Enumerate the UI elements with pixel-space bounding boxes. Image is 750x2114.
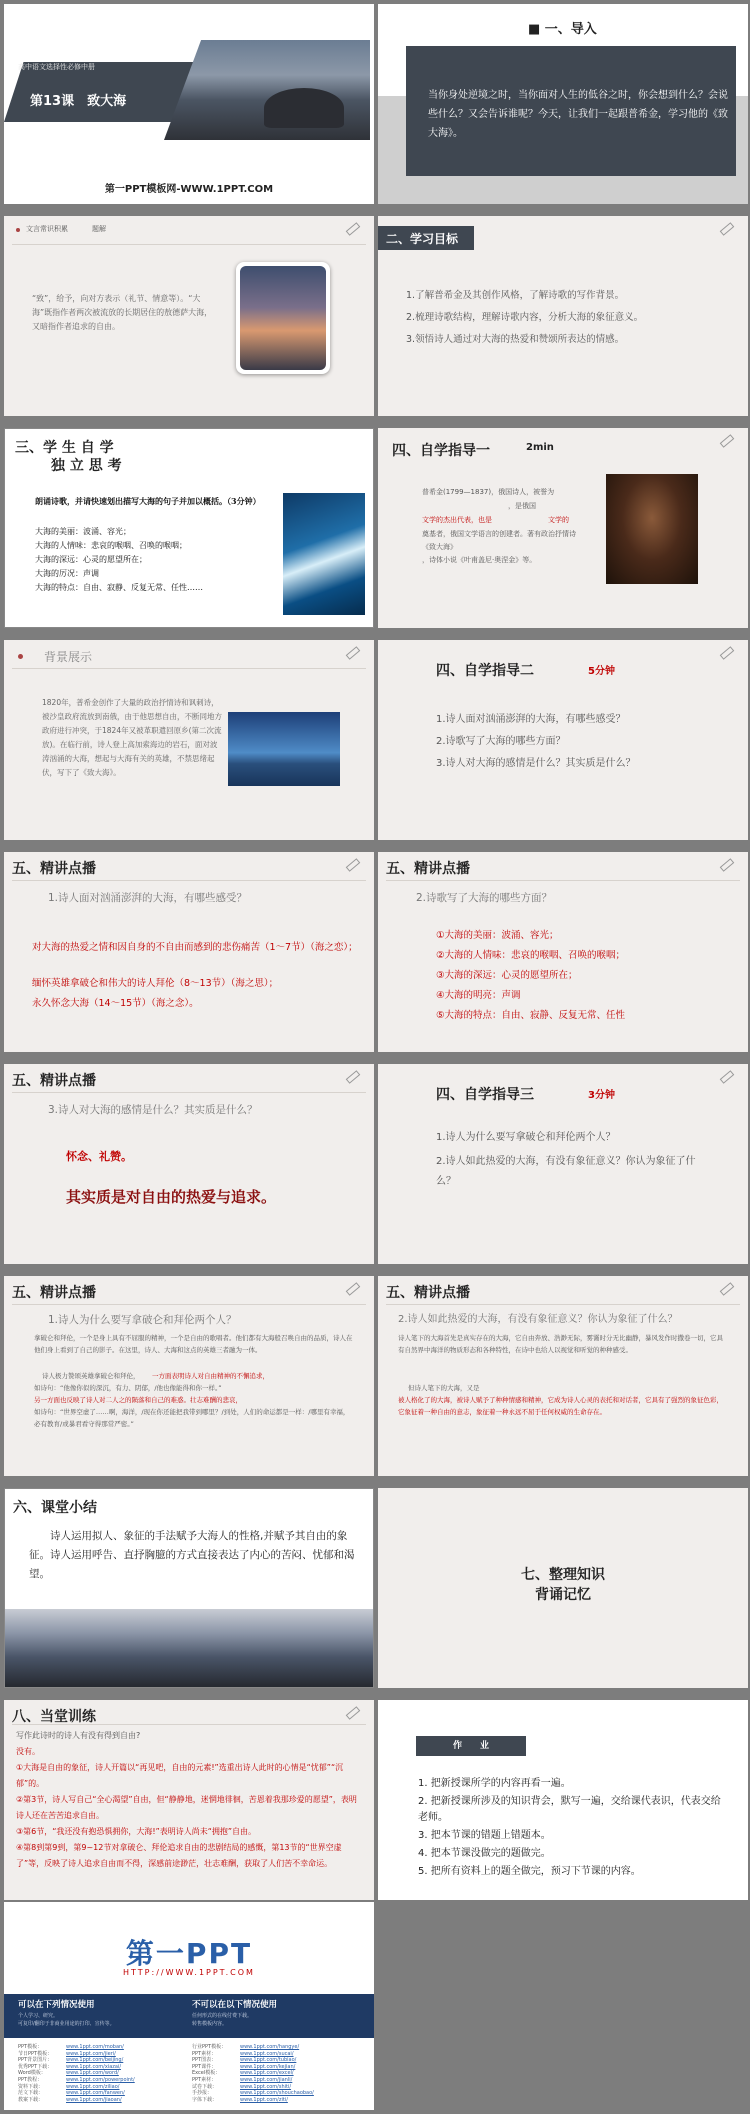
guide1-time: 2min: [526, 442, 554, 453]
pen-icon: [720, 1070, 735, 1084]
summary-heading: 六、课堂小结: [13, 1500, 97, 1516]
lecture2-item-5: ⑤大海的特点：自由、寂静、反复无常、任性: [436, 1010, 626, 1021]
link-url[interactable]: www.1ppt.com/xiazai/: [66, 2063, 122, 2070]
intro-heading: ■ 一、导入: [528, 22, 597, 37]
link-url[interactable]: www.1ppt.com/ziti/: [240, 2096, 288, 2103]
lecture3-answer-2: 其实质是对自由的热爱与追求。: [66, 1188, 277, 1206]
cannot-item-2: 转售模板内容。: [192, 2021, 228, 2027]
practice-answer-4: ④第8到第9到，第9~12节对拿破仑、拜伦追求自由的悲剧结局的感慨，第13节的“世界空虚了”等，反映了诗人追求自由而不得，深感前途渺茫，壮志难酬，获取了人们苦不幸命运。: [16, 1843, 342, 1868]
guide1-heading: 四、自学指导一: [392, 443, 490, 459]
bio-1: 普希金(1799—1837)，俄国诗人，被誉为: [422, 488, 555, 496]
link-label: PPT课件：: [192, 2063, 217, 2070]
homework-item-1: 1. 把新授课所学的内容再看一遍。: [418, 1778, 571, 1789]
lecture3-question: 3.诗人对大海的感情是什么？其实质是什么？: [48, 1104, 258, 1116]
homework-item-5: 5. 把所有资料上的题全做完，预习下节课的内容。: [418, 1866, 641, 1877]
link-url[interactable]: www.1ppt.com/jieri/: [66, 2050, 116, 2057]
summary-sea-photo: [5, 1609, 374, 1688]
lecture3-answer-1: 怀念、礼赞。: [66, 1150, 132, 1163]
slide-guide-1[interactable]: [378, 428, 748, 628]
link-label: 试卷下载：: [192, 2083, 218, 2090]
link-label: 手抄报：: [192, 2090, 213, 2097]
practice-answer-0: 没有。: [16, 1747, 40, 1756]
header-dot: [18, 654, 23, 659]
link-label: PPT素材：: [192, 2050, 217, 2057]
selfstudy-line-3: 大海的深远：心灵的愿望所在；: [35, 555, 147, 564]
pen-icon: [346, 222, 361, 236]
slide-summary[interactable]: [4, 1488, 374, 1688]
slide-notes[interactable]: [4, 216, 374, 416]
lecture4-p2-c: 如诗句：“世界空虚了……啊，海洋，/现在你还能把我带到哪里？/到处，人们的命运都是一样：/哪里有幸福，必有教育/或暴君看守得那常严密。”: [34, 1408, 350, 1428]
pen-icon: [720, 646, 735, 660]
pen-icon: [346, 858, 361, 872]
slide-lecture-1[interactable]: [4, 852, 374, 1052]
wave-photo: [283, 493, 365, 615]
pen-icon: [720, 434, 735, 448]
link-row: [192, 2070, 362, 2077]
selfstudy-line-5: 大海的特点：自由、寂静、反复无常、任性……: [35, 583, 203, 592]
link-url[interactable]: www.1ppt.com/jianli/: [240, 2076, 293, 2083]
slide-selfstudy[interactable]: [4, 428, 374, 628]
link-row: [18, 2044, 188, 2051]
pen-icon: [346, 1282, 361, 1296]
lecture2-question: 2.诗歌写了大海的哪些方面？: [416, 892, 553, 904]
link-url[interactable]: www.1ppt.com/ziliao/: [66, 2083, 120, 2090]
slide-footer-ad[interactable]: [4, 1902, 374, 2110]
can-item-1: 个人学习、研究。: [18, 2013, 59, 2019]
links-right: [192, 2044, 362, 2103]
header-divider: [12, 1092, 366, 1093]
lecture4-p2: 诗人极力赞颂英雄拿破仑和拜伦，: [42, 1372, 140, 1380]
lecture2-heading: 五、精讲点播: [386, 861, 470, 877]
link-label: 字体下载：: [192, 2096, 218, 2103]
practice-answer-2: ②第3节，诗人写自己“全心渴望”自由，但“静静地，迷惘地徘徊，苦恩着我那珍爱的愿望”，表明诗人还在苦苦追求自由。: [16, 1795, 357, 1820]
header-divider: [12, 244, 366, 245]
cannot-title: 不可以在以下情况使用: [192, 2000, 278, 2010]
link-url[interactable]: www.1ppt.com/hangye/: [240, 2044, 300, 2050]
pen-icon: [720, 222, 735, 236]
link-url[interactable]: www.1ppt.com/jiaoan/: [66, 2096, 122, 2103]
dusk-photo: [240, 266, 326, 370]
guide2-q3: 3.诗人对大海的感情是什么？其实质是什么？: [436, 758, 636, 769]
guide2-q1: 1.诗人面对汹涌澎湃的大海，有哪些感受？: [436, 714, 626, 725]
summary-text: 诗人运用拟人、象征的手法赋予大海人的性格,并赋予其自由的象征。诗人运用呼告、直抒胸臆的方式直接表达了内心的苦闷、忧郁和渴望。: [29, 1530, 355, 1580]
lecture1-answer-3: 永久怀念大海（14～15节）（海之念）。: [32, 998, 199, 1009]
link-url[interactable]: www.1ppt.com/fanwen/: [66, 2090, 125, 2097]
homework-badge: 作 业: [416, 1736, 526, 1756]
link-label: 教案下载：: [18, 2096, 44, 2103]
link-label: 行业PPT模板：: [192, 2044, 227, 2050]
link-row: [192, 2057, 362, 2064]
header-divider: [12, 1304, 366, 1305]
practice-heading: 八、当堂训练: [12, 1709, 96, 1725]
slide-review[interactable]: [378, 1488, 748, 1688]
slide-lecture-3[interactable]: [4, 1064, 374, 1264]
lecture2-item-3: ③大海的深远：心灵的愿望所在；: [436, 970, 578, 981]
course-tag: 高中语文选择性必修中册: [18, 63, 95, 71]
header-sub: 题解: [92, 225, 106, 233]
link-label: PPT图表：: [192, 2057, 217, 2064]
link-url[interactable]: www.1ppt.com/kejian/: [240, 2063, 296, 2070]
slide-lecture-2[interactable]: [378, 852, 748, 1052]
guide3-q2: 2.诗人如此热爱的大海，有没有象征意义？你认为象征了什么？: [436, 1156, 696, 1187]
slide-cover[interactable]: [4, 4, 374, 204]
ppt-logo: 第一PPT: [125, 1937, 253, 1970]
link-label: PPT素材：: [192, 2076, 217, 2083]
slide-guide-2[interactable]: [378, 640, 748, 840]
link-row: [18, 2090, 188, 2097]
lecture5-p2-a: 但诗人笔下的大海，又是: [408, 1384, 480, 1392]
lecture5-heading: 五、精讲点播: [386, 1285, 470, 1301]
lecture2-item-1: ①大海的美丽：波涌、容光；: [436, 930, 559, 941]
lecture4-p2-red: 一方面表明诗人对自由精神的不懈追求，: [152, 1372, 269, 1380]
lecture2-item-2: ②大海的人情味：悲哀的喉咽、召唤的喉咽；: [436, 950, 626, 961]
guide2-heading: 四、自学指导二: [436, 663, 534, 679]
header-divider: [386, 880, 740, 881]
homework-item-3: 3. 把本节课的错题上错题本。: [418, 1830, 551, 1841]
guide2-time: 5分钟: [588, 666, 615, 677]
guide2-q2: 2.诗歌写了大海的哪些方面？: [436, 736, 566, 747]
bio-2: ，是俄国: [508, 502, 536, 510]
review-heading-1: 七、整理知识: [521, 1567, 605, 1583]
homework-item-4: 4. 把本节课没做完的题做完。: [418, 1848, 551, 1859]
goal-3: 3.领悟诗人通过对大海的热爱和赞颂所表达的情感。: [406, 334, 625, 345]
link-url[interactable]: www.1ppt.com/shiti/: [240, 2083, 292, 2090]
pen-icon: [720, 1282, 735, 1296]
link-label: PPT背景图片：: [18, 2057, 53, 2064]
link-label: PPT模板：: [18, 2044, 43, 2050]
links-left: [18, 2044, 188, 2103]
header-dot: [16, 228, 20, 232]
link-label: Word模板：: [18, 2070, 46, 2077]
guide3-q1: 1.诗人为什么要写拿破仑和拜伦两个人？: [436, 1132, 616, 1143]
link-url[interactable]: www.1ppt.com/excel/: [240, 2070, 294, 2077]
rock-shape: [264, 88, 344, 128]
lecture1-answer-2: 缅怀英雄拿破仑和伟大的诗人拜伦（8～13节）（海之思）；: [32, 978, 279, 989]
link-label: 资料下载：: [18, 2083, 44, 2090]
can-title: 可以在下列情况使用: [18, 2000, 95, 2010]
lecture3-heading: 五、精讲点播: [12, 1073, 96, 1089]
selfstudy-line-2: 大海的人情味：悲哀的喉咽、召唤的喉咽；: [35, 541, 187, 550]
link-url[interactable]: www.1ppt.com/sucai/: [240, 2050, 294, 2057]
slide-goals[interactable]: [378, 216, 748, 416]
pen-icon: [346, 1070, 361, 1084]
link-url[interactable]: www.1ppt.com/word/: [66, 2070, 119, 2077]
link-row: [18, 2077, 188, 2084]
cannot-item-1: 任何形式的在线付费下载。: [192, 2013, 253, 2019]
lecture5-p1: 诗人笔下的大海首先是真实存在的大海，它自由奔放、浩渺无际，雾霭时分无比幽静，暴风发作时撒卷一切，它具有自然界中海洋的物质形态和各种特性，在诗中也给人以视觉和听觉的种种感受。: [398, 1334, 723, 1354]
lecture4-question: 1.诗人为什么要写拿破仑和拜伦两个人？: [48, 1314, 237, 1326]
link-row: [18, 2070, 188, 2077]
selfstudy-line-1: 大海的美丽：波涌、容光；: [35, 527, 131, 536]
lecture1-answer-1: 对大海的热爱之情和因自身的不自由而感到的悲伤痛苦（1～7节）（海之恋）；: [32, 942, 358, 953]
link-row: [18, 2057, 188, 2064]
link-row: [192, 2044, 362, 2051]
link-url[interactable]: www.1ppt.com/tubiao/: [240, 2057, 297, 2064]
link-row: [192, 2090, 362, 2097]
bio-6: ，诗体小说《叶甫盖尼·奥涅金》等。: [422, 556, 537, 564]
selfstudy-heading-1: 三、学 生 自 学: [15, 440, 114, 456]
link-label: 优秀PPT下载：: [18, 2063, 53, 2070]
notes-text: “致”，给予，向对方表示（礼节、情意等）。“大海”既指作者两次被流放的长期居住的敖德萨大海，又暗指作者追求的自由。: [32, 294, 213, 331]
pen-icon: [720, 858, 735, 872]
practice-answer-3: ③第6节，“我还没有抱恐惧拥你，大海!”表明诗人尚未“拥抱”自由。: [16, 1827, 257, 1836]
slide-lecture-4[interactable]: [4, 1276, 374, 1476]
background-heading: 背景展示: [44, 650, 93, 664]
link-label: PPT教程：: [18, 2076, 43, 2083]
intro-text: 当你身处逆境之时，当你面对人生的低谷之时，你会想到什么？会说些什么？又会告诉谁呢？今天，让我们一起跟普希金，学习他的《致大海》。: [428, 90, 728, 139]
guide3-time: 3分钟: [588, 1090, 615, 1101]
link-url[interactable]: www.1ppt.com/shouchaobao/: [240, 2090, 314, 2097]
slide-background[interactable]: [4, 640, 374, 840]
link-url[interactable]: www.1ppt.com/beijing/: [66, 2057, 124, 2064]
lecture5-question: 2.诗人如此热爱的大海，有没有象征意义？你认为象征了什么？: [398, 1314, 678, 1325]
slide-intro[interactable]: [378, 4, 748, 204]
goal-1: 1.了解普希金及其创作风格，了解诗歌的写作背景。: [406, 290, 625, 301]
lecture4-p1: 拿破仑和拜伦，一个是身上具有不屈服的精神，一个是自由的歌唱者。他们都有大海般召唤自由的品质，诗人在他们身上看到了自己的影子。在这里，诗人、大海和这点的英雄三者融为一体。: [34, 1334, 353, 1354]
practice-answer-1: ①大海是自由的象征，诗人开篇以“再见吧，自由的元素!”选重出诗人此时的心情是“忧郁”“沉郁”的。: [16, 1763, 344, 1788]
bio-3: 文学的杰出代表，也是: [422, 516, 492, 524]
practice-question: 写作此诗时的诗人有没有得到自由?: [16, 1731, 141, 1740]
link-label: 范文下载：: [18, 2090, 44, 2097]
lecture4-p2-red2: 另一方面也反映了诗人对二人之的陨落和自己的难惑。壮志难酬的悲哀，: [34, 1396, 242, 1404]
selfstudy-heading-2: 独 立 思 考: [51, 458, 122, 474]
link-row: [192, 2077, 362, 2084]
link-label: Excel模板：: [192, 2070, 221, 2077]
guide3-heading: 四、自学指导三: [436, 1087, 534, 1103]
lecture2-item-4: ④大海的明亮：声调: [436, 990, 521, 1001]
bio-5: 奠基者，俄国文学语言的创建者。著有政治抒情诗《致大海》: [422, 530, 576, 551]
selfstudy-line-4: 大海的厉况：声调: [35, 569, 99, 578]
link-row: [18, 2097, 188, 2104]
lecture5-p2-red: 被人格化了的大海，被诗人赋予了种种情感和精神，它成为诗人心灵的表托和对话者，它具有了强烈的象征色彩，它象征着一种自由的意志，象征着一种永远不屈于任何权威的生命存在。: [398, 1396, 723, 1416]
slide-lecture-5[interactable]: [378, 1276, 748, 1476]
link-url[interactable]: www.1ppt.com/moban/: [66, 2044, 124, 2050]
can-item-2: 可复印/翻印于非商业用途的打印、宣传等。: [18, 2021, 115, 2027]
slide-homework[interactable]: [378, 1700, 748, 1900]
selfstudy-task: 朗诵诗歌，并请快速划出描写大海的句子并加以概括。（3分钟）: [35, 496, 261, 506]
bio-4: 文学的: [548, 516, 569, 524]
lecture1-heading: 五、精讲点播: [12, 861, 96, 877]
ppt-url[interactable]: HTTP://WWW.1PPT.COM: [123, 1968, 255, 1977]
background-text: 1820年，普希金创作了大量的政治抒情诗和讽刺诗，被沙皇政府流放到南俄，由于他思想自由，不断同地方政府进行冲突，于1824年又被革职遣回原乡(第二次流放)。在临行前，诗人登上高加索海边的岩石，面对波涛汹涌的大海，想起与大海有关的英雄，不禁思绪起伏，写下了《致大海》。: [42, 698, 222, 777]
pier-photo: [228, 712, 340, 786]
review-heading-2: 背诵记忆: [535, 1587, 591, 1603]
header-divider: [12, 1724, 366, 1725]
lecture1-question: 1.诗人面对汹涌澎湃的大海，有哪些感受？: [48, 892, 248, 904]
slide-practice[interactable]: [4, 1700, 374, 1900]
cover-footer: 第一PPT模板网-WWW.1PPT.COM: [104, 184, 274, 195]
lesson-title: 第13课 致大海: [30, 94, 127, 109]
link-url[interactable]: www.1ppt.com/powerpoint/: [66, 2076, 135, 2083]
header-divider: [12, 668, 366, 669]
lecture4-p2-b: 如诗句：“他像你似的深沉，有力、阴郁，/他也像能得和你一样。”: [34, 1384, 222, 1392]
link-label: 节日PPT模板：: [18, 2050, 53, 2057]
header-divider: [386, 1304, 740, 1305]
pen-icon: [346, 646, 361, 660]
lecture4-heading: 五、精讲点播: [12, 1285, 96, 1301]
header-tag: 文言常识积累: [26, 225, 68, 233]
slide-guide-3[interactable]: [378, 1064, 748, 1264]
goals-heading: 二、学习目标: [386, 232, 459, 246]
goal-2: 2.梳理诗歌结构，理解诗歌内容，分析大海的象征意义。: [406, 312, 644, 323]
pushkin-portrait: [606, 474, 698, 584]
homework-item-2: 2. 把新授课所涉及的知识背会，默写一遍，交给课代表识，代表交给老师。: [418, 1796, 721, 1823]
header-divider: [12, 880, 366, 881]
pen-icon: [346, 1706, 361, 1720]
link-row: [192, 2097, 362, 2104]
